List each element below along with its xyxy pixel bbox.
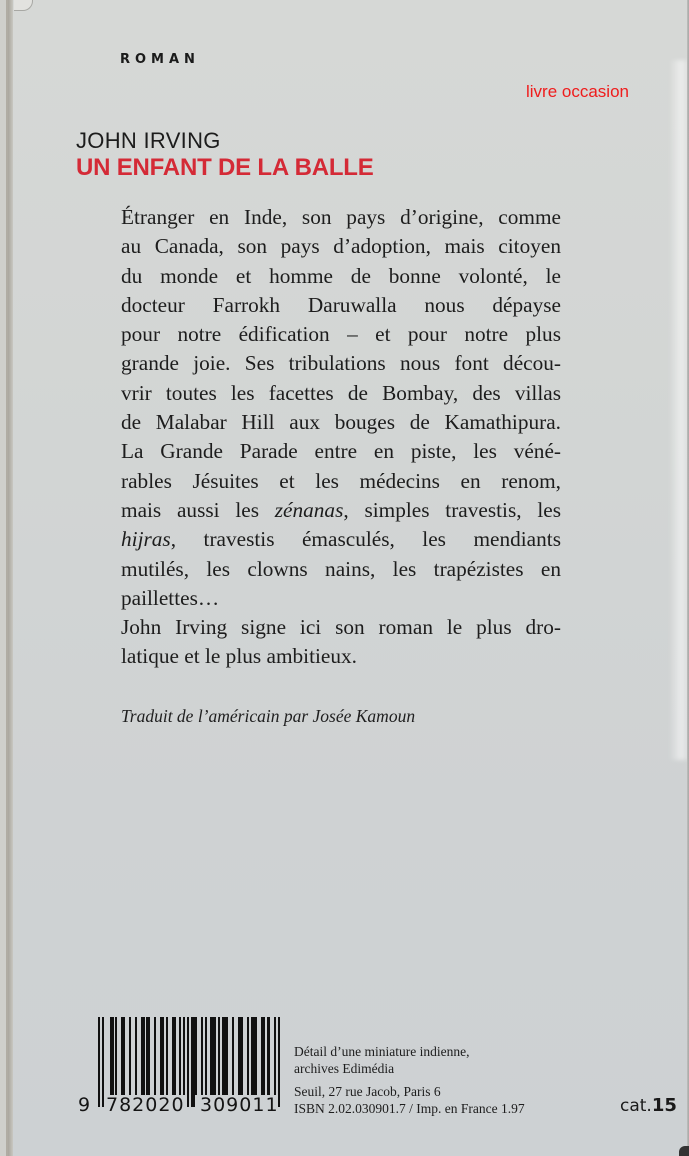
cover-corner-curl bbox=[14, 0, 33, 11]
blurb-paragraph bbox=[121, 203, 561, 672]
blurb-line: rables Jésuites et les médecins en renom, bbox=[121, 468, 561, 493]
ean-barcode bbox=[76, 1017, 291, 1117]
blurb-line bbox=[121, 496, 561, 525]
ean-right-group: 309011 bbox=[200, 1094, 279, 1116]
blurb-line bbox=[121, 525, 561, 554]
italic-term: hijras bbox=[121, 527, 171, 552]
isbn-line: ISBN 2.02.030901.7 / Imp. en France 1.97 bbox=[294, 1101, 525, 1116]
blurb-line: John Irving signe ici son roman le plus dro- bbox=[121, 615, 561, 640]
blurb-line: mutilés, les clowns nains, les trapézistes en bbox=[121, 556, 561, 581]
italic-term: zénanas bbox=[274, 497, 344, 522]
genre-label: ROMAN bbox=[120, 52, 200, 67]
blurb-text: mais aussi les bbox=[121, 497, 275, 522]
translator-credit: Traduit de l’américain par Josée Kamoun bbox=[121, 706, 416, 726]
category-code bbox=[620, 1095, 677, 1116]
blurb-line: pour notre édification – et pour notre plus bbox=[121, 322, 561, 347]
blurb-text: , travestis émasculés, les mendiants bbox=[170, 527, 561, 552]
blurb-line: La Grande Parade entre en piste, les véné- bbox=[121, 439, 561, 464]
illustration-credit-line-1: Détail d’une miniature indienne, bbox=[294, 1044, 470, 1059]
category-number: 15 bbox=[651, 1095, 677, 1116]
illustration-credit-line-2: archives Edimédia bbox=[294, 1061, 395, 1076]
blurb-line: Étranger en Inde, son pays d’origine, comme bbox=[121, 205, 561, 229]
ean-first-digit: 9 bbox=[78, 1094, 91, 1116]
watermark-text: livre occasion bbox=[526, 82, 629, 101]
book-back-cover bbox=[6, 0, 689, 1156]
author-name: JOHN IRVING bbox=[76, 128, 221, 153]
publisher-address: Seuil, 27 rue Jacob, Paris 6 bbox=[294, 1084, 441, 1099]
ean-left-group: 782020 bbox=[106, 1094, 185, 1116]
blurb-line: vrir toutes les facettes de Bombay, des villas bbox=[121, 380, 561, 405]
blurb-line: docteur Farrokh Daruwalla nous dépayse bbox=[121, 292, 561, 317]
credits-block bbox=[294, 1043, 525, 1117]
book-title: UN ENFANT DE LA BALLE bbox=[76, 154, 374, 181]
barcode-bars bbox=[98, 1017, 280, 1105]
blurb-text: , simples travestis, les bbox=[343, 497, 561, 522]
category-prefix: cat. bbox=[620, 1096, 652, 1116]
blurb-line: du monde et homme de bonne volonté, le bbox=[121, 263, 561, 288]
blurb-line: latique et le plus ambitieux. bbox=[121, 644, 357, 669]
blurb-line: paillettes… bbox=[121, 585, 220, 610]
blurb-line: grande joie. Ses tribulations nous font décou- bbox=[121, 351, 561, 376]
light-reflection bbox=[669, 60, 689, 760]
blurb-line: au Canada, son pays d’adoption, mais citoyen bbox=[121, 234, 561, 259]
cover-corner bbox=[679, 1146, 689, 1156]
blurb-line: de Malabar Hill aux bouges de Kamathipura. bbox=[121, 410, 561, 435]
